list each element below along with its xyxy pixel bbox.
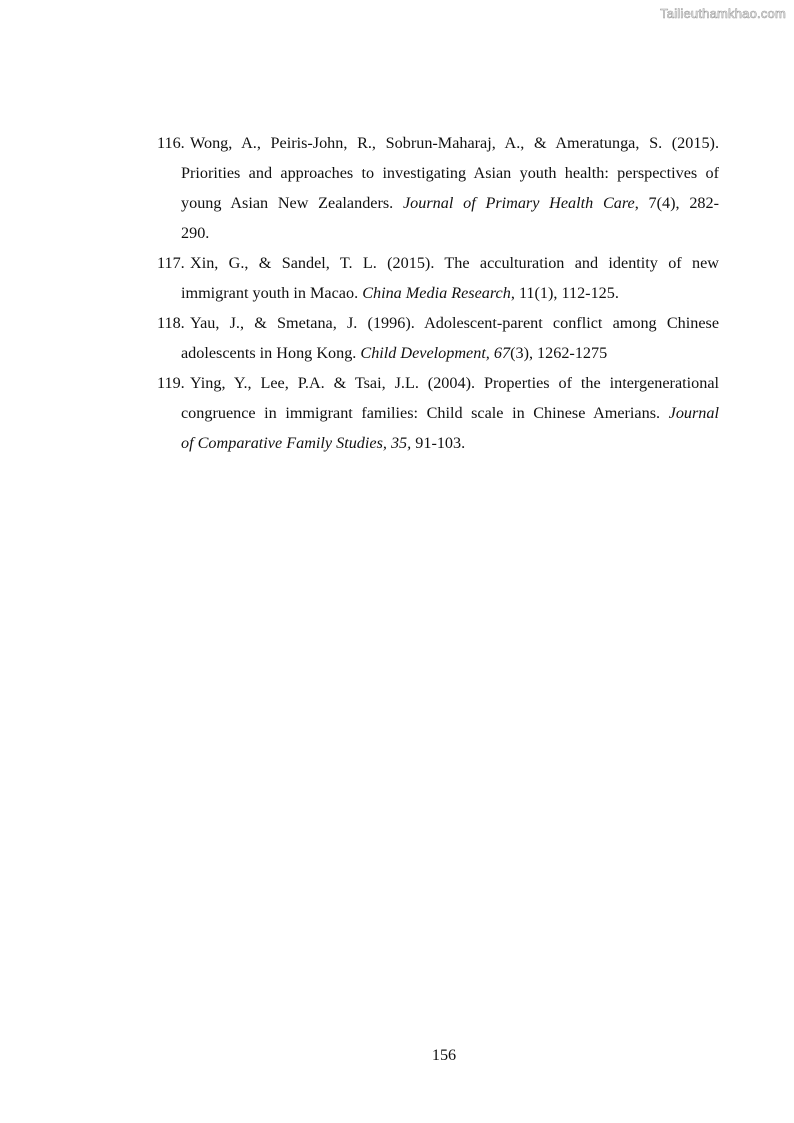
reference-text: young Asian New Zealanders. (181, 194, 403, 212)
reference-text: (3), 1262-1275 (510, 344, 608, 362)
reference-number: 119. (157, 374, 185, 392)
journal-title: Child Development, 67 (360, 344, 511, 362)
journal-title: Journal (668, 404, 719, 422)
reference-text: immigrant youth in Macao. (181, 284, 363, 302)
reference-text: 290. (181, 224, 210, 242)
journal-title: of Comparative Family Studies, 35, (181, 434, 412, 452)
reference-116 (157, 128, 719, 248)
reference-text: Wong, A., Peiris-John, R., Sobrun-Maharaj, A., & Ameratunga, S. (2015). (190, 134, 719, 152)
reference-line (190, 248, 719, 278)
reference-119 (157, 368, 719, 458)
reference-text: , 11(1), 112-125. (510, 284, 619, 302)
reference-line (181, 338, 719, 368)
reference-line (181, 188, 719, 218)
reference-text: adolescents in Hong Kong. (181, 344, 361, 362)
reference-text: , 7(4), 282- (634, 194, 719, 212)
reference-118 (157, 308, 719, 368)
page-number: 156 (431, 1046, 457, 1064)
reference-line (181, 428, 719, 458)
reference-list (157, 128, 719, 458)
reference-line (181, 278, 719, 308)
watermark: Tailieuthamkhao.com (660, 6, 786, 21)
reference-line (181, 398, 719, 428)
reference-text: congruence in immigrant families: Child scale in Chinese Amerians. (181, 404, 669, 422)
reference-text: 91-103. (411, 434, 466, 452)
journal-title: Journal of Primary Health Care (402, 194, 635, 212)
reference-117 (157, 248, 719, 308)
reference-line (181, 218, 719, 248)
journal-title: China Media Research (362, 284, 511, 302)
reference-text: Ying, Y., Lee, P.A. & Tsai, J.L. (2004). Properties of the intergenerational (190, 374, 719, 392)
reference-line (181, 158, 719, 188)
reference-text: Xin, G., & Sandel, T. L. (2015). The acculturation and identity of new (190, 254, 719, 272)
reference-line (190, 128, 719, 158)
reference-line (190, 368, 719, 398)
reference-number: 118. (157, 314, 185, 332)
reference-text: Yau, J., & Smetana, J. (1996). Adolescent-parent conflict among Chinese (190, 314, 719, 332)
reference-line (190, 308, 719, 338)
reference-text: Priorities and approaches to investigating Asian youth health: perspectives of (181, 164, 719, 182)
reference-number: 117. (157, 254, 185, 272)
reference-number: 116. (157, 134, 185, 152)
